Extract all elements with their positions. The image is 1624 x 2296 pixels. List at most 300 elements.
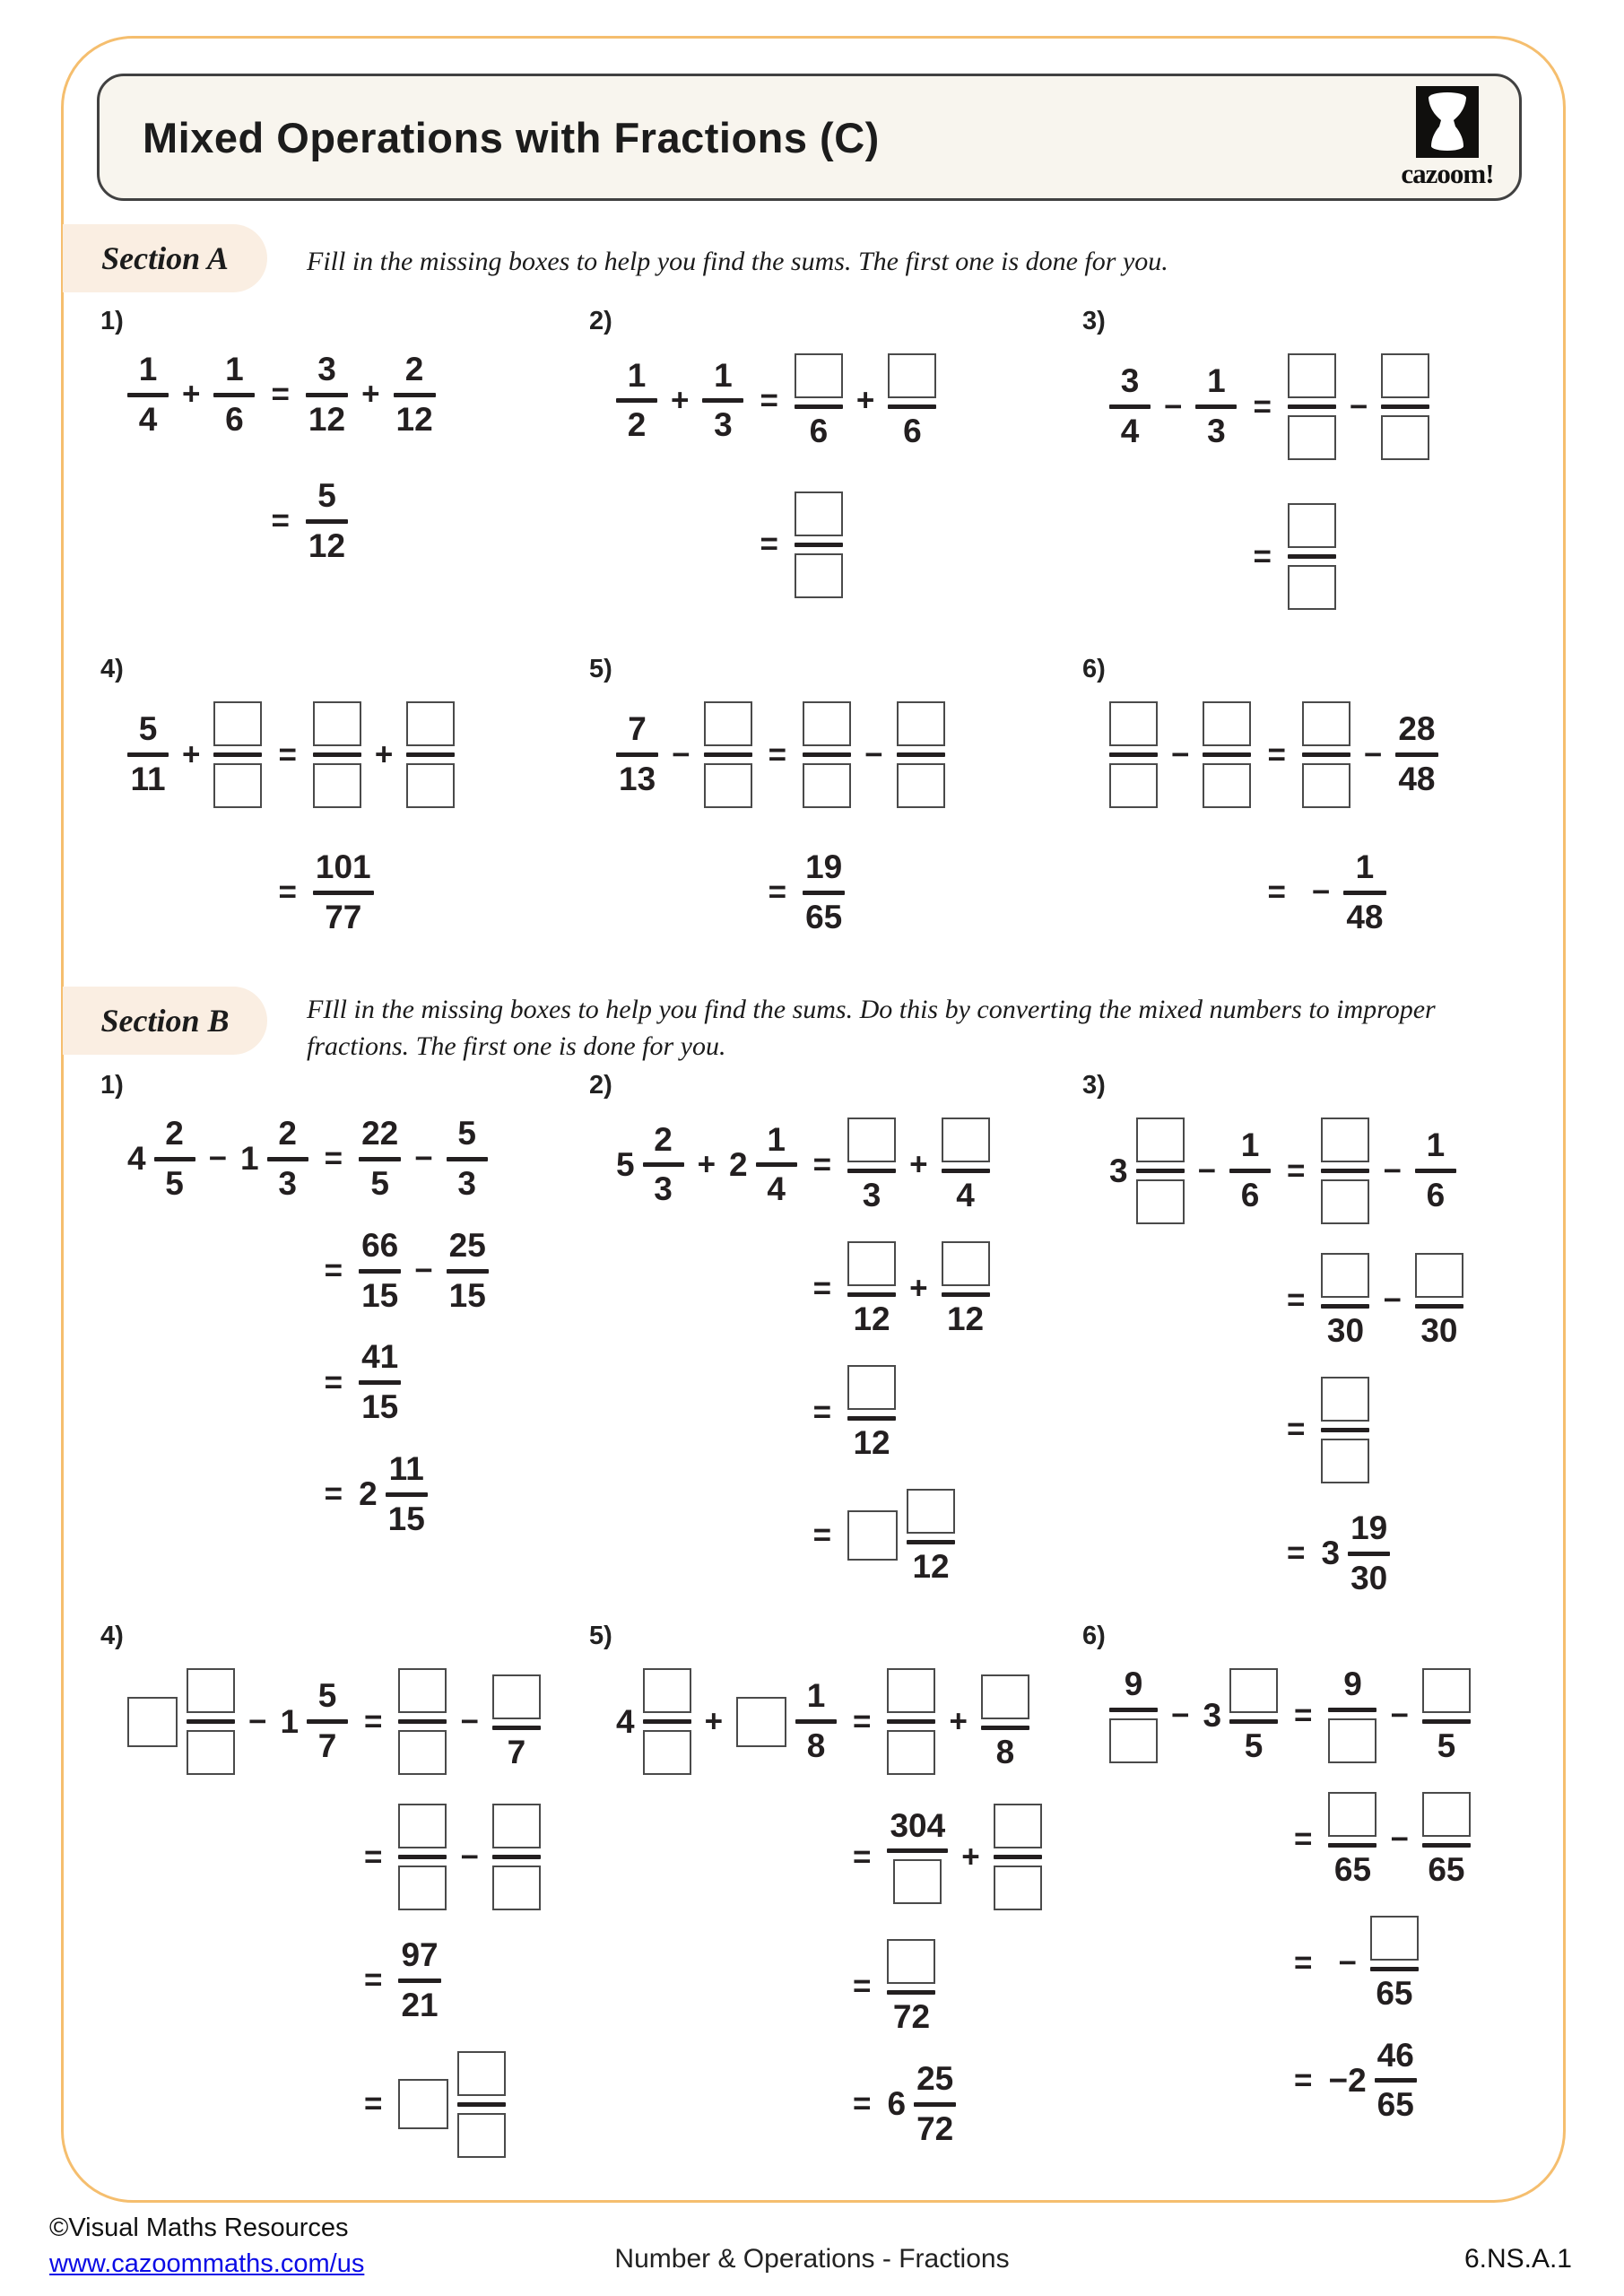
answer-box[interactable]: [1109, 701, 1158, 746]
operator: +: [909, 1146, 928, 1182]
fraction-bar: [907, 1540, 955, 1544]
answer-box[interactable]: [994, 1866, 1042, 1910]
fraction-bar: [306, 519, 348, 524]
expression-rhs: [801, 700, 946, 809]
numerator: 1: [1207, 362, 1226, 400]
answer-box[interactable]: [1203, 763, 1251, 808]
operator: +: [182, 377, 201, 413]
cazoom-website-link[interactable]: www.cazoommaths.com/us: [49, 2249, 365, 2279]
fraction-bar: [803, 752, 851, 757]
fraction-bar: [1415, 1169, 1456, 1173]
fraction: [795, 491, 843, 599]
fraction: [386, 1452, 428, 1537]
answer-box[interactable]: [897, 763, 945, 808]
problem-steps: [126, 1667, 543, 2159]
expression-rhs: [1319, 1511, 1392, 1596]
denominator: 12: [946, 1300, 985, 1337]
equals-sign: =: [364, 2086, 383, 2122]
fraction: [981, 1674, 1029, 1770]
fraction: [643, 1667, 691, 1776]
operator: −: [248, 1703, 267, 1739]
problem-steps: [126, 1117, 491, 1537]
numerator: 25: [916, 2059, 954, 2097]
fraction: [359, 1226, 401, 1314]
numerator: 101: [315, 848, 371, 885]
answer-box[interactable]: [888, 353, 936, 398]
numerator: 11: [388, 1450, 424, 1488]
denominator: 11: [130, 761, 166, 797]
whole-number-box[interactable]: [736, 1697, 786, 1747]
section-a-pill: [63, 224, 267, 292]
denominator: 5: [1244, 1727, 1264, 1764]
numerator: 304: [890, 1806, 946, 1844]
answer-box[interactable]: [704, 701, 752, 746]
numerator: 41: [361, 1338, 399, 1376]
fraction-bar: [887, 1990, 935, 1995]
denominator: 7: [507, 1733, 526, 1770]
equals-sign: =: [1294, 1821, 1313, 1857]
fraction-bar: [1229, 1719, 1278, 1724]
fraction: [406, 700, 455, 809]
fraction: [643, 1120, 684, 1208]
answer-box[interactable]: [887, 1730, 935, 1775]
equals-cell: [838, 1704, 885, 1740]
fraction-bar: [187, 1719, 235, 1724]
fraction: [1288, 352, 1336, 461]
expression-rhs: [1300, 700, 1440, 809]
equals-cell: [1280, 1945, 1326, 1981]
whole-number: 5: [616, 1145, 635, 1183]
denominator: 30: [1350, 1559, 1388, 1596]
fraction-bar: [887, 1848, 948, 1853]
fraction-bar: [213, 393, 255, 397]
answer-box[interactable]: [795, 491, 843, 536]
fraction-bar: [386, 1492, 428, 1497]
expression-lhs: [126, 700, 264, 809]
problem-steps: [126, 700, 456, 935]
answer-box[interactable]: [1302, 701, 1350, 746]
fraction: [1370, 1915, 1419, 2012]
whole-number: −2: [1328, 2061, 1367, 2099]
equals-cell: [350, 1704, 396, 1740]
answer-box[interactable]: [313, 763, 361, 808]
numerator: 1: [627, 356, 647, 394]
answer-box[interactable]: [1288, 353, 1336, 398]
fraction: [994, 1803, 1042, 1911]
answer-box[interactable]: [398, 1804, 447, 1848]
problem-steps: [1107, 1117, 1465, 1596]
answer-box[interactable]: [1321, 1439, 1369, 1483]
answer-box[interactable]: [1415, 1253, 1463, 1298]
whole-number: 1: [280, 1702, 300, 1740]
equals-sign: =: [1287, 1282, 1306, 1318]
fraction: [1302, 700, 1350, 809]
fraction: [942, 1240, 990, 1337]
fraction: [447, 1226, 489, 1314]
fraction: [1321, 1252, 1369, 1349]
answer-box[interactable]: [1321, 1253, 1369, 1298]
fraction: [907, 1488, 955, 1585]
fraction-bar: [492, 1855, 541, 1859]
answer-box[interactable]: [887, 1668, 935, 1713]
answer-box[interactable]: [803, 701, 851, 746]
answer-box[interactable]: [897, 701, 945, 746]
problem: [1082, 1622, 1472, 2123]
denominator: 77: [325, 898, 362, 935]
equals-sign: =: [1253, 388, 1272, 424]
equals-cell: [1280, 2063, 1326, 2099]
operator: −: [864, 736, 883, 772]
numerator: 9: [1124, 1665, 1143, 1702]
operator: −: [460, 1839, 479, 1874]
fraction-bar: [398, 1855, 447, 1859]
denominator: 13: [619, 761, 656, 797]
answer-box[interactable]: [1136, 1118, 1185, 1162]
fraction-bar: [398, 1719, 447, 1724]
answer-box[interactable]: [907, 1489, 955, 1534]
denominator: 72: [892, 1998, 931, 2035]
answer-box[interactable]: [213, 701, 262, 746]
answer-box[interactable]: [1321, 1179, 1369, 1224]
whole-number-box[interactable]: [398, 2079, 448, 2129]
denominator: 2: [627, 406, 647, 444]
numerator: 7: [628, 710, 647, 748]
operator: −: [1363, 736, 1383, 772]
fraction: [307, 1679, 348, 1764]
fraction: [795, 1679, 837, 1764]
equals-sign: =: [812, 1394, 832, 1430]
answer-box[interactable]: [1288, 415, 1336, 460]
equals-sign: =: [364, 1703, 383, 1739]
fraction: [447, 1117, 488, 1202]
fraction: [398, 1667, 447, 1776]
answer-box[interactable]: [1422, 1668, 1471, 1713]
fraction-bar: [616, 398, 657, 403]
fraction-bar: [1348, 1552, 1390, 1556]
equals-cell: [1238, 389, 1285, 425]
answer-box[interactable]: [492, 1866, 541, 1910]
fraction-bar: [1195, 404, 1237, 409]
problem-number: 4): [100, 1622, 124, 1650]
fraction-bar: [359, 1269, 401, 1274]
answer-box[interactable]: [492, 1674, 541, 1719]
expression-rhs: [1319, 1376, 1371, 1484]
problem-number: 2): [589, 1071, 612, 1100]
fraction-bar: [616, 752, 658, 757]
fraction: [1381, 352, 1429, 461]
denominator: 7: [317, 1727, 337, 1764]
operator: −: [1383, 1282, 1402, 1318]
whole-number: 2: [359, 1475, 378, 1513]
answer-box[interactable]: [847, 1365, 896, 1410]
answer-box[interactable]: [1328, 1792, 1376, 1837]
problem-steps: [1107, 1667, 1472, 2123]
expression-lhs: [126, 352, 256, 438]
fraction-bar: [1321, 1428, 1369, 1432]
numerator: 66: [361, 1226, 399, 1264]
equals-sign: =: [271, 503, 290, 539]
operator: −: [1383, 1152, 1402, 1188]
answer-box[interactable]: [187, 1730, 235, 1775]
problem: [589, 655, 947, 935]
equals-cell: [1280, 1822, 1326, 1857]
fraction: [1288, 502, 1336, 611]
answer-box[interactable]: [795, 553, 843, 598]
answer-box[interactable]: [1288, 565, 1336, 610]
fraction-bar: [1229, 1169, 1271, 1173]
answer-box[interactable]: [847, 1241, 896, 1286]
fraction-bar: [1328, 1708, 1376, 1712]
equals-cell: [256, 377, 303, 413]
numerator: 2: [165, 1115, 184, 1152]
fraction: [313, 850, 374, 935]
fraction-bar: [359, 1380, 401, 1385]
answer-box[interactable]: [1288, 503, 1336, 548]
fraction-bar: [1422, 1719, 1471, 1724]
answer-box[interactable]: [994, 1804, 1042, 1848]
operator: +: [961, 1839, 980, 1874]
answer-box[interactable]: [1321, 1377, 1369, 1422]
operator: −: [1349, 388, 1368, 424]
fraction: [313, 700, 361, 809]
expression-rhs: [885, 2059, 958, 2147]
answer-box[interactable]: [1229, 1668, 1278, 1713]
answer-box[interactable]: [1203, 701, 1251, 746]
fraction-bar: [795, 404, 843, 409]
numerator: 5: [317, 1677, 337, 1715]
fraction: [1328, 1791, 1376, 1888]
fraction-bar: [1321, 1169, 1369, 1173]
expression-lhs: [126, 1667, 350, 1776]
answer-box[interactable]: [213, 763, 262, 808]
numerator: 19: [805, 848, 843, 885]
denominator: 65: [805, 898, 843, 935]
expression-lhs: [1107, 700, 1253, 809]
equals-cell: [264, 737, 310, 773]
answer-box[interactable]: [942, 1241, 990, 1286]
numerator: 3: [317, 351, 336, 387]
fraction-bar: [1136, 1169, 1185, 1173]
fraction: [1109, 364, 1151, 449]
answer-box[interactable]: [1370, 1916, 1419, 1961]
problem-number: 1): [100, 1071, 124, 1100]
expression-rhs: [801, 850, 847, 935]
denominator: 4: [767, 1170, 786, 1208]
denominator: 15: [387, 1500, 425, 1537]
fraction: [394, 352, 436, 438]
fraction: [127, 352, 169, 438]
answer-box[interactable]: [406, 701, 455, 746]
problem: [1082, 307, 1431, 611]
answer-box[interactable]: [893, 1859, 942, 1904]
equals-cell: [745, 526, 792, 562]
equals-cell: [350, 1962, 396, 1998]
whole-number-box[interactable]: [127, 1697, 178, 1747]
answer-box[interactable]: [457, 2113, 506, 2158]
operator: +: [361, 377, 380, 413]
expression-rhs: [396, 1667, 542, 1776]
fraction: [616, 356, 657, 444]
fraction-bar: [1415, 1304, 1463, 1309]
problem: [100, 1622, 543, 2159]
fraction-bar: [643, 1719, 691, 1724]
section-a-instructions: Fill in the missing boxes to help you find the sums. The first one is done for you.: [307, 247, 1168, 276]
whole-number-box[interactable]: [847, 1510, 898, 1561]
fraction: [1348, 1511, 1390, 1596]
fraction: [127, 712, 169, 797]
fraction: [887, 1806, 948, 1906]
equals-sign: =: [324, 1364, 343, 1400]
problem: [100, 307, 438, 563]
answer-box[interactable]: [643, 1668, 691, 1713]
numerator: 9: [1343, 1665, 1362, 1702]
fraction: [1415, 1128, 1456, 1213]
fraction-bar: [1370, 1967, 1419, 1971]
fraction: [702, 356, 743, 444]
problem-number: 6): [1082, 655, 1106, 683]
problem-steps: [1107, 700, 1440, 935]
answer-box[interactable]: [1109, 763, 1158, 808]
denominator: 15: [361, 1388, 399, 1426]
expression-rhs: [396, 1938, 442, 2023]
answer-box[interactable]: [313, 701, 361, 746]
answer-box[interactable]: [492, 1804, 541, 1848]
answer-box[interactable]: [1328, 1718, 1376, 1763]
answer-box[interactable]: [398, 1866, 447, 1910]
fraction-bar: [394, 393, 436, 397]
answer-box[interactable]: [1422, 1792, 1471, 1837]
equals-sign: =: [324, 1141, 343, 1177]
fraction: [1343, 850, 1385, 935]
denominator: 3: [1207, 413, 1226, 449]
answer-box[interactable]: [981, 1674, 1029, 1719]
expression-lhs: [1107, 1117, 1272, 1225]
expression-rhs: [846, 1488, 957, 1585]
fraction-bar: [267, 1157, 308, 1161]
equals-sign: =: [1287, 1535, 1306, 1571]
operator: +: [949, 1703, 968, 1739]
fraction: [1321, 1117, 1369, 1225]
whole-number: 4: [127, 1140, 146, 1178]
problem-number: 5): [589, 1622, 612, 1650]
expression-lhs: [126, 1117, 310, 1202]
expression-rhs: [304, 352, 438, 438]
whole-number: 3: [1203, 1696, 1222, 1734]
problem: [100, 1071, 491, 1537]
answer-box[interactable]: [1381, 415, 1429, 460]
denominator: 48: [1346, 898, 1384, 935]
denominator: 4: [1120, 413, 1140, 449]
fraction-bar: [702, 398, 743, 403]
equals-sign: =: [768, 736, 787, 772]
operator: −: [672, 736, 690, 772]
numerator: 22: [361, 1115, 399, 1152]
djembe-drum-icon: [1415, 86, 1480, 158]
equals-cell: [799, 1518, 846, 1553]
equals-sign: =: [324, 1476, 343, 1512]
answer-box[interactable]: [942, 1118, 990, 1162]
equals-cell: [1253, 737, 1299, 773]
fraction-bar: [847, 1292, 896, 1297]
equals-sign: =: [760, 526, 778, 562]
denominator: 4: [138, 400, 158, 438]
expression-rhs: [357, 1226, 491, 1314]
answer-box[interactable]: [847, 1118, 896, 1162]
expression-lhs: [1107, 1667, 1280, 1764]
answer-box[interactable]: [457, 2051, 506, 2096]
fraction: [616, 712, 658, 797]
denominator: 21: [401, 1986, 439, 2023]
answer-box[interactable]: [398, 1668, 447, 1713]
fraction: [847, 1240, 896, 1337]
denominator: 8: [806, 1727, 826, 1764]
denominator: 12: [308, 526, 346, 564]
operator: −: [1171, 1697, 1190, 1733]
equals-cell: [1272, 1412, 1319, 1448]
fraction: [359, 1340, 401, 1425]
equals-cell: [1272, 1153, 1319, 1189]
problem: [589, 307, 938, 599]
fraction: [1195, 364, 1237, 449]
operator: −: [1390, 1821, 1409, 1857]
operator: +: [704, 1703, 724, 1739]
fraction: [492, 1674, 541, 1770]
equals-cell: [1272, 1535, 1319, 1571]
fraction-bar: [1302, 752, 1350, 757]
equals-sign: =: [812, 1518, 832, 1553]
equals-sign: =: [853, 1968, 872, 2004]
answer-box[interactable]: [643, 1730, 691, 1775]
answer-box[interactable]: [704, 763, 752, 808]
numerator: 1: [1240, 1126, 1260, 1164]
problem-steps: [1107, 352, 1431, 611]
numerator: 2: [278, 1115, 297, 1152]
expression-rhs: [304, 476, 350, 564]
denominator: 12: [853, 1423, 890, 1461]
expression-rhs: [1326, 2036, 1418, 2124]
fraction-bar: [887, 1719, 935, 1724]
answer-box[interactable]: [1136, 1179, 1185, 1224]
fraction: [1203, 700, 1251, 809]
answer-box[interactable]: [1321, 1118, 1369, 1162]
fraction: [1229, 1128, 1271, 1213]
equals-sign: =: [853, 1703, 872, 1739]
problem-number: 3): [1082, 307, 1106, 335]
fraction: [398, 1938, 440, 2023]
answer-box[interactable]: [1302, 763, 1350, 808]
numerator: 5: [138, 710, 158, 748]
answer-box[interactable]: [398, 1730, 447, 1775]
answer-box[interactable]: [795, 353, 843, 398]
answer-box[interactable]: [1109, 1718, 1158, 1763]
answer-box[interactable]: [187, 1668, 235, 1713]
fraction: [897, 700, 945, 809]
fraction: [492, 1803, 541, 1911]
fraction: [756, 1120, 797, 1208]
fraction: [1109, 700, 1158, 809]
fraction-bar: [704, 752, 752, 757]
answer-box[interactable]: [1381, 353, 1429, 398]
answer-box[interactable]: [887, 1939, 935, 1984]
answer-box[interactable]: [803, 763, 851, 808]
expression-rhs: [846, 1364, 898, 1461]
answer-box[interactable]: [406, 763, 455, 808]
equals-cell: [754, 874, 801, 910]
fraction-bar: [307, 1719, 348, 1724]
numerator: 25: [448, 1226, 486, 1264]
expression-lhs: [614, 1120, 799, 1208]
expression-rhs: [1300, 850, 1388, 935]
